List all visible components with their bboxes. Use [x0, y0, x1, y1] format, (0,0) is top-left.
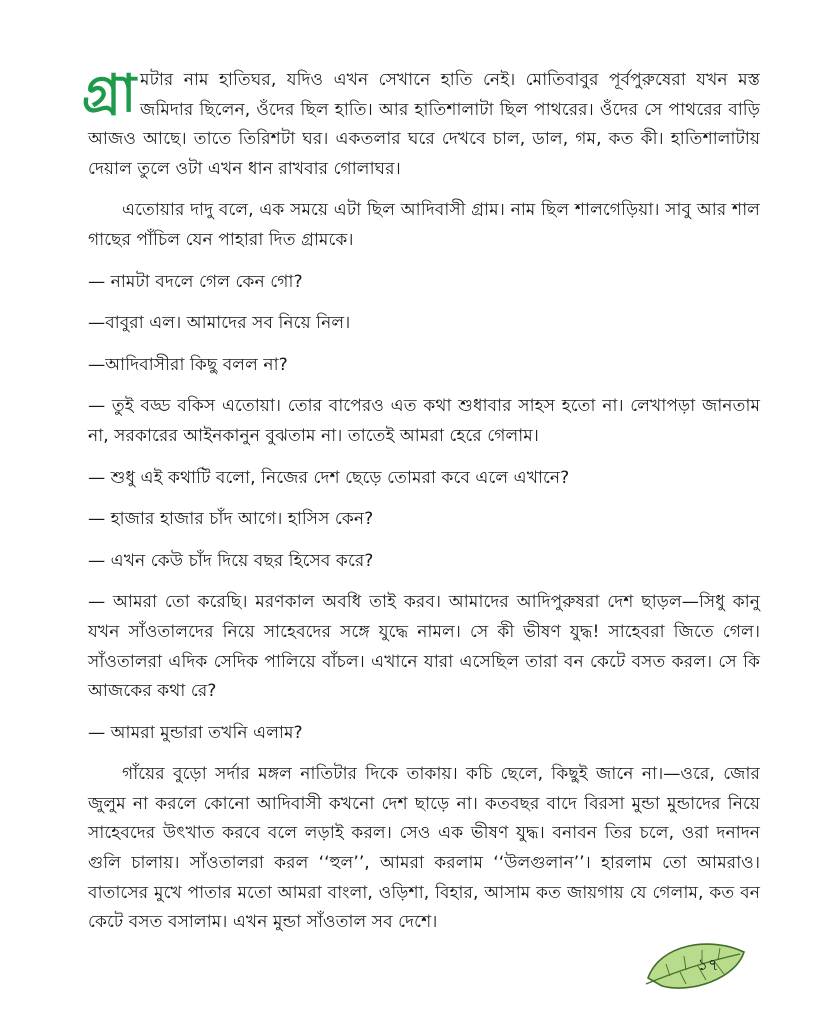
paragraph-1-text: মটার নাম হাতিঘর, যদিও এখন সেখানে হাতি নেই। মোতিবাবুর পূর্বপুরুষেরা যখন মস্ত জমিদার ছিলেন, ওঁদের ছিল হাতি। আর হাতিশালাটা ছিল পাথরের। ওঁদের সে পাথরের বাড়ি আজও আছে। তাতে তিরিশটা ঘর। একতলার ঘরে দেখবে চাল, ডাল, গম, কত কী। হাতিশালাটায় দেয়াল তুলে ওটা এখন ধান রাখবার গোলাঘর।: [88, 70, 760, 179]
page-number: ১৭: [697, 955, 719, 974]
dialogue-line: — আমরা মুন্ডারা তখনি এলাম?: [88, 722, 303, 743]
dialogue-line: — হাজার হাজার চাঁদ আগে। হাসিস কেন?: [88, 509, 374, 530]
paragraph-1: [82, 64, 760, 184]
dialogue-line: — এখন কেউ চাঁদ দিয়ে বছর হিসেব করে?: [88, 550, 374, 571]
drop-cap: গ্রা: [82, 64, 137, 124]
dialogue-line: — তুই বড্ড বকিস এতোয়া। তোর বাপেরও এত কথা শুধাবার সাহস হতো না। লেখাপড়া জানতাম না, সরকারের আইনকানুন বুঝতাম না। তাতেই আমরা হেরে গেলাম।: [88, 396, 760, 446]
dialogue-line: —আদিবাসীরা কিছু বলল না?: [88, 354, 288, 375]
paragraph-2: এতোয়ার দাদু বলে, এক সময়ে এটা ছিল আদিবাসী গ্রাম। নাম ছিল শালগেড়িয়া। সাবু আর শাল গাছের পাঁচিল যেন পাহারা দিত গ্রামকে।: [88, 200, 760, 250]
dialogue-line: — শুধু এই কথাটি বলো, নিজের দেশ ছেড়ে তোমরা কবে এলে এখানে?: [88, 467, 570, 488]
paragraph-final: গাঁয়ের বুড়ো সর্দার মঙ্গল নাতিটার দিকে তাকায়। কচি ছেলে, কিছুই জানে না।—ওরে, জোর জুলুম না করলে কোনো আদিবাসী কখনো দেশ ছাড়ে না। কতবছর বাদে বিরসা মুন্ডা মুন্ডাদের নিয়ে সাহেবদের উৎখাত করবে বলে লড়াই করল। সেও এক ভীষণ যুদ্ধ। বনাবন তির চলে, ওরা দনাদন গুলি চালায়। সাঁওতালরা করল ‘‘হুল’’, আমরা করলাম ‘‘উলগুলান’’। হারলাম তো আমরাও। বাতাসের মুখে পাতার মতো আমরা বাংলা, ওড়িশা, বিহার, আসাম কত জায়গায় যে গেলাম, কত বন কেটে বসত বসালাম। এখন মুন্ডা সাঁওতাল সব দেশে।: [88, 764, 760, 933]
story-body: [82, 64, 760, 950]
dialogue-line: — আমরা তো করেছি। মরণকাল অবধি তাই করব। আমাদের আদিপুরুষরা দেশ ছাড়ল—সিধু কানু যখন সাঁওতালদের নিয়ে সাহেবদের সঙ্গে যুদ্ধে নামল। সে কী ভীষণ যুদ্ধ! সাহেবরা জিতে গেল। সাঁওতালরা এদিক সেদিক পালিয়ে বাঁচল। এখানে যারা এসেছিল তারা বন কেটে বসত করল। সে কি আজকের কথা রে?: [88, 592, 760, 702]
dialogue-line: —বাবুরা এল। আমাদের সব নিয়ে নিল।: [88, 313, 351, 334]
dialogue-line: — নামটা বদলে গেল কেন গো?: [88, 271, 303, 292]
